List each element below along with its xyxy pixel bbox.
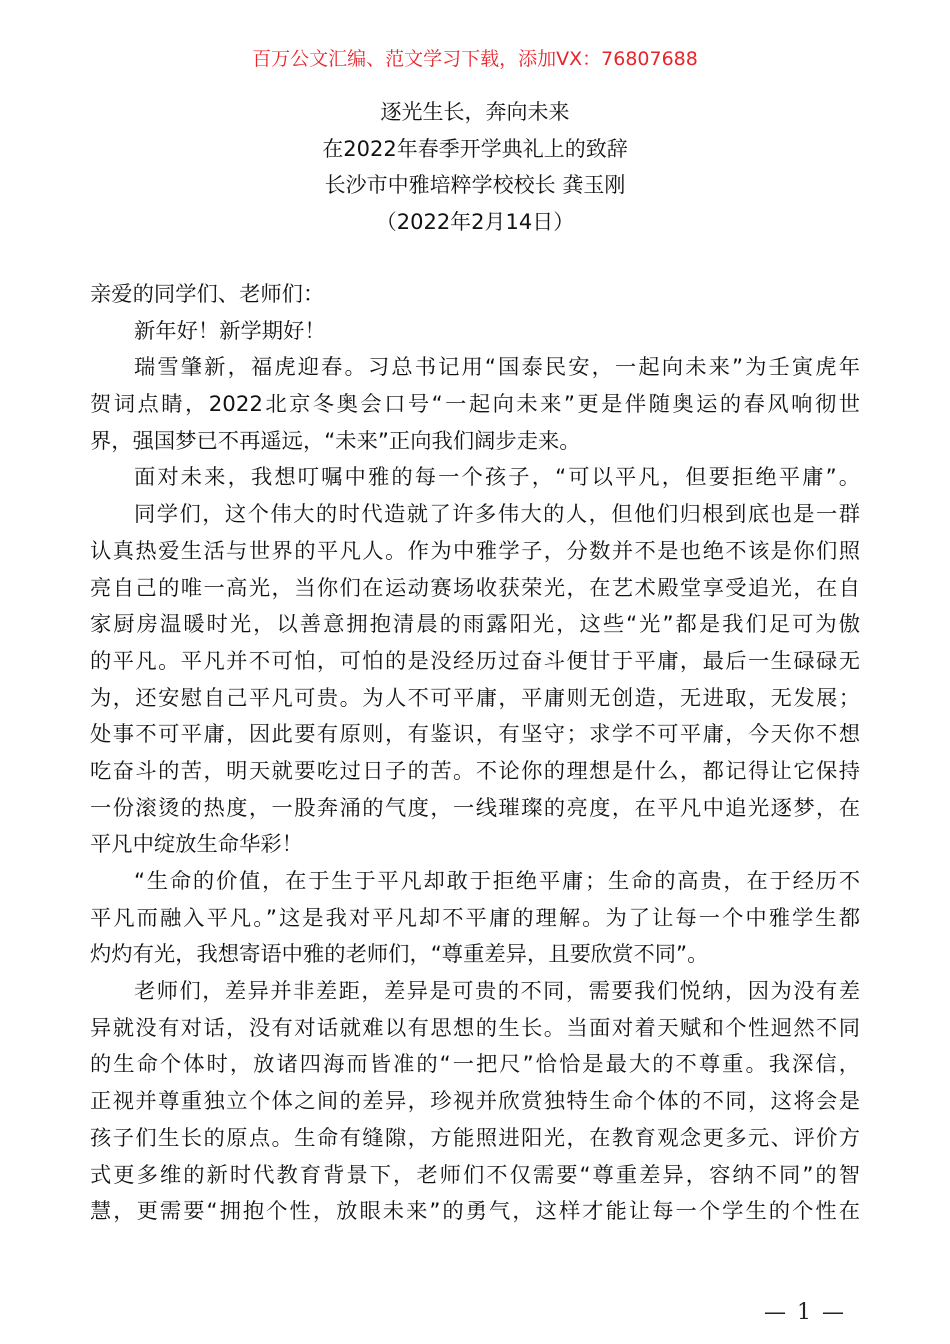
text-line: 异就没有对话，没有对话就难以有思想的生长。当面对着天赋和个性迥然不同 <box>90 1015 860 1041</box>
speaker: 长沙市中雅培粹学校校长 龚玉刚 <box>324 173 626 198</box>
text-line: 一份滚烫的热度，一股奔涌的气度，一线璀璨的亮度，在平凡中追光逐梦，在 <box>90 795 860 821</box>
text-line: 处事不可平庸，因此要有原则，有鉴识，有坚守；求学不可平庸，今天你不想 <box>90 722 860 748</box>
text-line: 界，强国梦已不再遥远，“未来”正向我们阔步走来。 <box>90 428 581 454</box>
text-line: 的生命个体时，放诸四海而皆准的“一把尺”恰恰是最大的不尊重。我深信， <box>90 1052 860 1078</box>
text-line: 吃奋斗的苦，明天就要吃过日子的苦。不论你的理想是什么，都记得让它保持 <box>90 758 860 784</box>
text-line: 孩子们生长的原点。生命有缝隙，方能照进阳光，在教育观念更多元、评价方 <box>90 1125 860 1151</box>
text-line: 面对未来，我想叮嘱中雅的每一个孩子，“可以平凡，但要拒绝平庸”。 <box>134 465 860 491</box>
text-line: 贺词点睛，2022北京冬奥会口号“一起向未来”更是伴随奥运的春风响彻世 <box>90 392 860 418</box>
text-line: 亲爱的同学们、老师们： <box>90 282 325 307</box>
speech-occasion: 在2022年春季开学典礼上的致辞 <box>322 136 628 161</box>
text-line: 老师们，差异并非差距，差异是可贵的不同，需要我们悦纳，因为没有差 <box>134 979 860 1005</box>
text-line: 灼灼有光，我想寄语中雅的老师们，“尊重差异，且要欣赏不同”。 <box>90 942 709 968</box>
text-line: 式更多维的新时代教育背景下，老师们不仅需要“尊重差异，容纳不同”的智 <box>90 1162 860 1188</box>
text-line: 为，还安慰自己平凡可贵。为人不可平庸，平庸则无创造，无进取，无发展； <box>90 685 860 711</box>
text-line: 慧，更需要“拥抱个性，放眼未来”的勇气，这样才能让每一个学生的个性在 <box>90 1199 860 1225</box>
text-line: 家厨房温暖时光，以善意拥抱清晨的雨露阳光，这些“光”都是我们足可为傲 <box>90 612 860 638</box>
speech-title: 逐光生长，奔向未来 <box>380 100 570 124</box>
text-line: 平凡中绽放生命华彩！ <box>90 832 303 858</box>
speech-date: （2022年2月14日） <box>375 210 575 235</box>
watermark-header: 百万公文汇编、范文学习下载，添加VX：76807688 <box>252 48 698 70</box>
text-line: 正视并尊重独立个体之间的差异，珍视并欣赏独特生命个体的不同，这将会是 <box>90 1089 860 1115</box>
text-line: 亮自己的唯一高光，当你们在运动赛场收获荣光，在艺术殿堂享受追光，在自 <box>90 575 860 601</box>
text-line: 瑞雪肇新，福虎迎春。习总书记用“国泰民安，一起向未来”为壬寅虎年 <box>134 355 860 381</box>
text-line: 同学们，这个伟大的时代造就了许多伟大的人，但他们归根到底也是一群 <box>134 502 860 528</box>
page-number: — 1 — <box>764 1300 846 1325</box>
text-line: 认真热爱生活与世界的平凡人。作为中雅学子，分数并不是也绝不该是你们照 <box>90 538 860 564</box>
text-line: “生命的价值，在于生于平凡却敢于拒绝平庸；生命的高贵，在于经历不 <box>134 869 860 894</box>
text-line: 平凡而融入平凡。”这是我对平凡却不平庸的理解。为了让每一个中雅学生都 <box>90 905 860 931</box>
text-line: 新年好！新学期好！ <box>134 318 326 344</box>
speech-body <box>90 277 860 1231</box>
title-block <box>0 94 950 241</box>
text-line: 的平凡。平凡并不可怕，可怕的是没经历过奋斗便甘于平庸，最后一生碌碌无 <box>90 648 860 674</box>
